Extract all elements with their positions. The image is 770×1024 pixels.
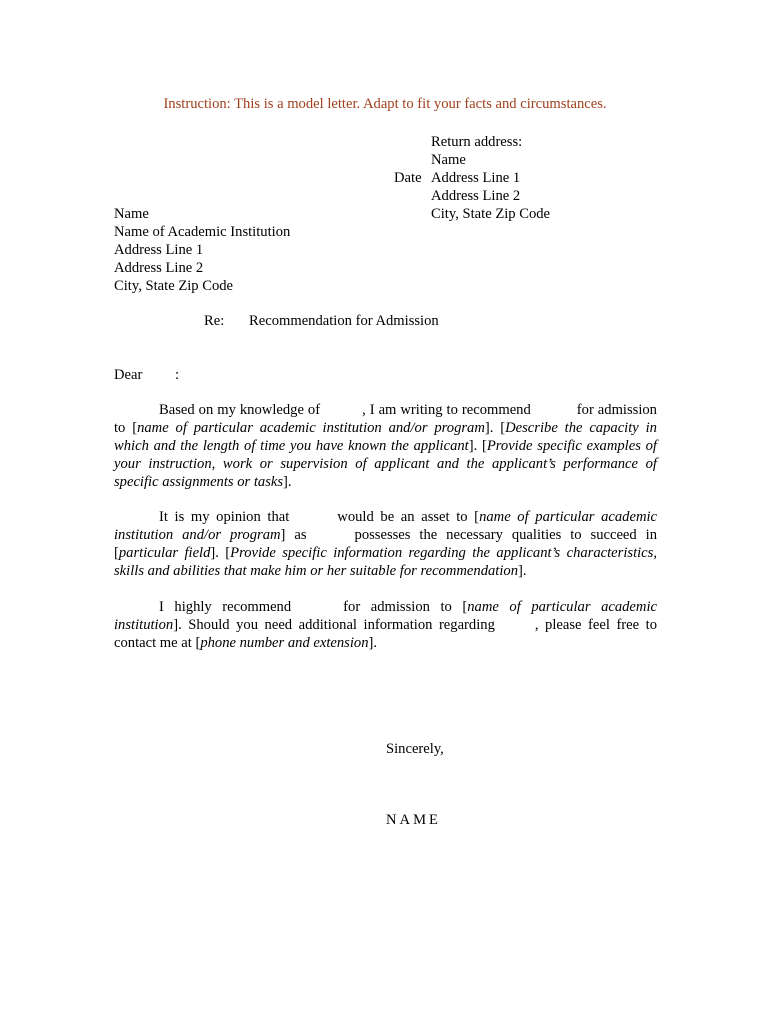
paragraph-recommend — [114, 598, 657, 652]
p1-text: ]. — [283, 474, 292, 490]
p2-text: It is my opinion that — [159, 509, 290, 525]
salutation-colon: : — [175, 367, 180, 383]
p2-text: possesses the necessary qualities to succeed in [ — [114, 527, 657, 561]
recipient-line: City, State Zip Code — [114, 278, 234, 294]
p3-text: for admission to [ — [343, 599, 468, 615]
p1-text: for admission to [ — [114, 402, 657, 436]
p2-text: ] as — [280, 527, 307, 543]
re-subject: Recommendation for Admission — [249, 313, 439, 329]
recipient-address — [114, 205, 290, 295]
return-address-line: City, State Zip Code — [431, 206, 551, 222]
p3-placeholder: name of particular academic institution — [114, 599, 657, 633]
instruction-note: Instruction: This is a model letter. Adapt to fit your facts and circumstances. — [163, 96, 607, 112]
return-address-line: Name — [431, 152, 466, 168]
p2-placeholder: particular field — [118, 545, 211, 561]
paragraph-opinion — [114, 508, 657, 580]
recipient-line: Name of Academic Institution — [114, 224, 291, 240]
p3-text: ]. Should you need additional information regarding — [173, 617, 495, 633]
p2-text: ]. [ — [210, 545, 231, 561]
recipient-line: Address Line 2 — [114, 260, 204, 276]
p1-placeholder: Describe the capacity in which and the length of time you have known the applicant — [114, 420, 657, 454]
p3-text: I highly recommend — [159, 599, 292, 615]
salutation-dear: Dear — [114, 367, 143, 383]
closing: Sincerely, — [386, 741, 444, 757]
p2-placeholder: Provide specific information regarding the applicant’s characteristics, skills and abilities that make him or her suitable for recommendation — [114, 545, 657, 579]
p1-text: , I am writing to recommend — [362, 402, 531, 418]
p1-text: ]. [ — [468, 438, 487, 454]
p1-placeholder: Provide specific examples of your instruction, work or supervision of applicant and the applicant’s performance of specific assignments or tasks — [114, 438, 657, 490]
paragraph-knowledge — [114, 401, 657, 491]
p3-text: ]. — [368, 635, 378, 651]
return-address-line: Address Line 1 — [431, 170, 521, 186]
p2-text: would be an asset to [ — [337, 509, 480, 525]
return-address-line: Address Line 2 — [431, 188, 521, 204]
date-label: Date — [394, 170, 422, 186]
re-label: Re: — [204, 313, 225, 329]
p3-text: , please feel free to contact me at [ — [114, 617, 658, 651]
p1-text: Based on my knowledge of — [159, 402, 321, 418]
p3-placeholder: phone number and extension — [200, 635, 369, 651]
recipient-line: Address Line 1 — [114, 242, 204, 258]
p2-text: ]. — [518, 563, 527, 579]
salutation — [114, 366, 180, 384]
p1-text: ]. [ — [484, 420, 506, 436]
recipient-line: Name — [114, 206, 149, 222]
signature-name: NAME — [386, 812, 441, 828]
return-address — [431, 133, 550, 223]
return-address-label: Return address: — [431, 134, 523, 150]
p1-placeholder: name of particular academic institution and/or program — [137, 420, 485, 436]
p2-placeholder: name of particular academic institution and/or program — [114, 509, 658, 543]
